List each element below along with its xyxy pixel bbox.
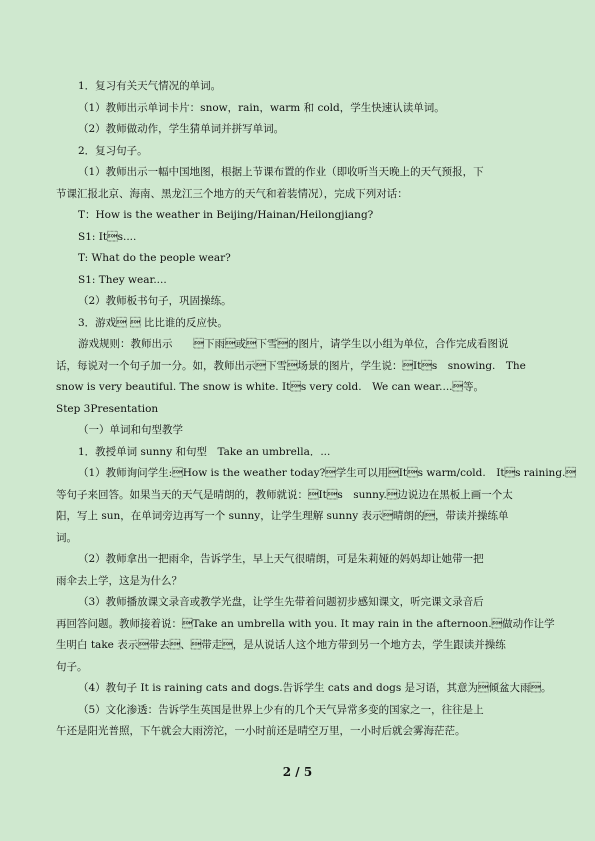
step-heading: Step 3Presentation <box>56 402 159 415</box>
paragraph-line: （2）教师拿出一把雨伞，告诉学生，早上天气很晴朗，可是朱莉娅的妈妈却让她带一把 <box>78 553 484 565</box>
paragraph-line: 生明白 take 表示带去、带走，是从说话人这个地方带到另一个地方去，学生跟读并操练 <box>56 639 506 651</box>
paragraph-line: snow is very beautiful. The snow is white. Its very cold. We can wear....等。 <box>56 381 485 393</box>
paragraph-line: （5）文化渗透：告诉学生英国是世界上少有的几个天气异常多变的国家之一，往往是上 <box>78 703 484 716</box>
page-number: 2 / 5 <box>282 765 313 779</box>
heading-review-words: 1．复习有关天气情况的单词。 <box>78 80 222 92</box>
dialogue-line: T: What do the people wear? <box>78 252 231 264</box>
paragraph-line: （1）教师出示一幅中国地图，根据上节课布置的作业（即收听当天晚上的天气预报，下 <box>78 166 484 178</box>
dialogue-line: S1: Its.... <box>78 230 137 243</box>
paragraph-line: （4）教句子 It is raining cats and dogs.告诉学生 cats and dogs 是习语，其意为倾盆大雨。 <box>78 682 552 694</box>
paragraph-line: （1）教师询问学生:How is the weather today?学生可以用Its warm/cold. Its raining. <box>78 467 576 479</box>
paragraph-line: 雨伞去上学，这是为什么？ <box>56 574 182 587</box>
paragraph-line: 游戏规则：教师出示 下雨或下雪的图片，请学生以小组为单位，合作完成看图说 <box>78 338 509 350</box>
dialogue-line: S1: They wear.... <box>78 273 167 286</box>
paragraph-line: 再回答问题。教师接着说：Take an umbrella with you. It may rain in the afternoon.做动作让学 <box>56 617 555 630</box>
document-body <box>56 76 576 743</box>
paragraph-line: （2）教师板书句子，巩固操练。 <box>78 295 232 307</box>
paragraph-line: （3）教师播放课文录音或教学光盘，让学生先带着问题初步感知课文，听完课文录音后 <box>78 596 484 608</box>
paragraph-line: （1）教师出示单词卡片：snow，rain，warm 和 cold，学生快速认读单词。 <box>78 101 445 114</box>
dialogue-line: T：How is the weather in Beijing/Hainan/Heilongjiang? <box>78 209 374 221</box>
paragraph-line: 句子。 <box>56 660 88 673</box>
paragraph-line: 词。 <box>56 531 77 544</box>
heading-game: 3．游戏  比比谁的反应快。 <box>78 316 228 329</box>
paragraph-line: 话，每说对一个句子加一分。如，教师出示下雪场景的图片，学生说：Its snowing. The <box>56 359 526 372</box>
subsection-heading: 1．教授单词 sunny 和句型 Take an umbrella．... <box>78 445 331 458</box>
paragraph-line: （2）教师做动作，学生猜单词并拼写单词。 <box>78 123 285 135</box>
paragraph-line: 等句子来回答。如果当天的天气是晴朗的，教师就说：Its sunny.边说边在黑板上画一个太 <box>56 488 513 501</box>
heading-review-sentences: 2．复习句子。 <box>78 144 148 157</box>
paragraph-line: 节课汇报北京、海南、黑龙江三个地方的天气和着装情况），完成下列对话： <box>56 187 408 200</box>
paragraph-line: 午还是阳光普照，下午就会大雨滂沱，一小时前还是晴空万里，一小时后就会雾海茫茫。 <box>56 725 466 737</box>
section-heading: （一）单词和句型教学 <box>78 424 183 436</box>
paragraph-line: 阳，写上 sun，在单词旁边再写一个 sunny，让学生理解 sunny 表示晴朗的，带读并操练单 <box>56 510 509 522</box>
